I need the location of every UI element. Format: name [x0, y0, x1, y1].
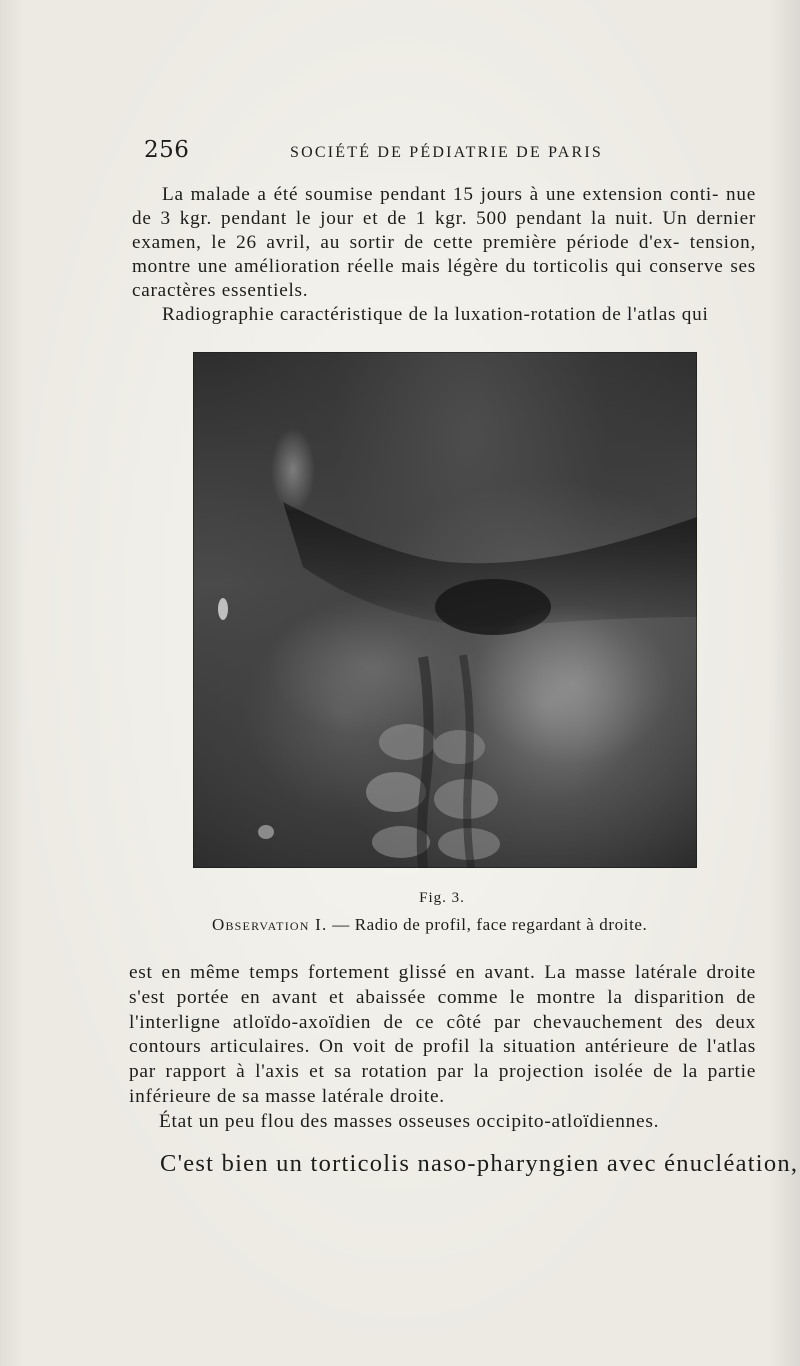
text-line: s'est portée en avant et abaissée comme le montre la disparition de [129, 986, 756, 1008]
text-line: est en même temps fortement glissé en avant. La masse latérale droite [129, 962, 756, 983]
paragraph-extension [132, 183, 756, 303]
text-line: partie inférieure de sa masse latérale droite. [129, 1061, 756, 1107]
caption-text: — Radio de profil, face regardant à droite. [327, 915, 648, 934]
paragraph-atlas [129, 961, 756, 1110]
final-line: C'est bien un torticolis naso-pharyngien avec énucléation, [160, 1150, 799, 1177]
observation-label: Observation I. [212, 915, 328, 934]
journal-title: SOCIÉTÉ DE PÉDIATRIE DE PARIS [290, 144, 603, 161]
text-line: tension, montre une amélioration réelle mais légère du torticolis qui [132, 232, 756, 277]
body-text-top [132, 183, 756, 327]
text-line: Radiographie caractéristique de la luxation-rotation de l'atlas qui [162, 304, 709, 325]
text-line: La malade a été soumise pendant 15 jours à une extension conti- [162, 184, 720, 205]
paragraph-radiographie [132, 303, 756, 327]
body-text-bottom [129, 961, 756, 1135]
figure-caption [212, 915, 682, 935]
text-line: dernier examen, le 26 avril, au sortir de cette première période d'ex- [132, 208, 756, 253]
radiograph-image [193, 352, 697, 868]
running-head [144, 137, 764, 171]
text-line: État un peu flou des masses osseuses occipito-atloïdiennes. [159, 1110, 660, 1132]
text-line: contours articulaires. On voit de profil la situation antérieure de [129, 1036, 698, 1058]
text-line: l'interligne atloïdo-axoïdien de ce côté par chevauchement des deux [129, 1011, 756, 1033]
text-line: l'atlas par rapport à l'axis et sa rotation par la projection isolée de la [129, 1036, 756, 1083]
paragraph-etat [129, 1110, 756, 1135]
text-line: nue de 3 kgr. pendant le jour et de 1 kgr. 500 pendant la nuit. Un [132, 184, 756, 229]
figure-label: Fig. 3. [419, 890, 465, 906]
text-line: conserve ses caractères essentiels. [132, 256, 757, 301]
page-number: 256 [144, 137, 190, 163]
